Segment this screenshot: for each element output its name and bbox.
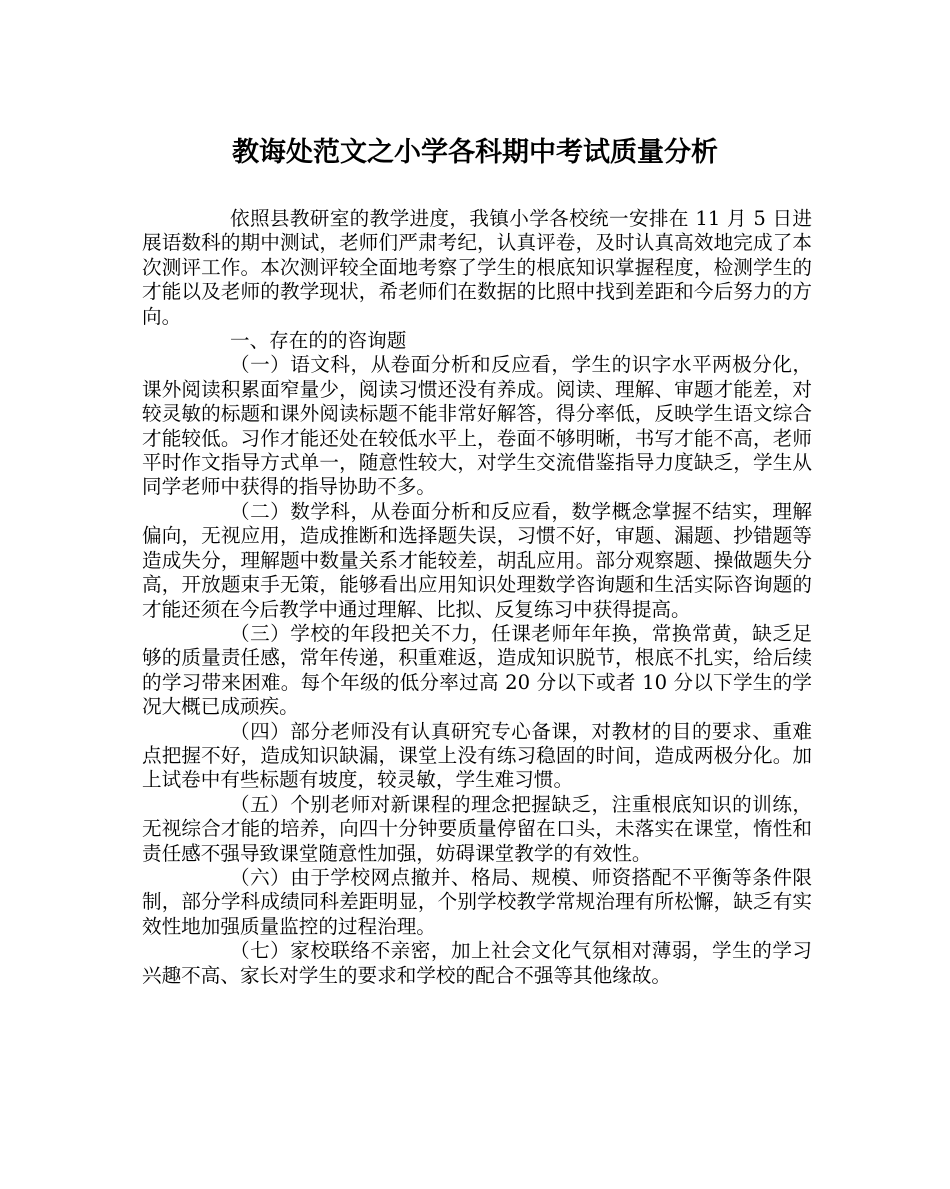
document-title: 教诲处范文之小学各科期中考试质量分析 (232, 137, 718, 168)
paragraph-item-1: （一）语文科，从卷面分析和反应看，学生的识字水平两极分化，课外阅读积累面窄量少，阅读习惯还没有养成。阅读、理解、审题才能差，对较灵敏的标题和课外阅读标题不能非常好解答，得分率低，反映学生语文综合才能较低。习作才能还处在较低水平上，卷面不够明晰，书写才能不高，老师平时作文指导方式单一，随意性较大，对学生交流借鉴指导力度缺乏，学生从同学老师中获得的指导协助不多。 (142, 353, 812, 499)
paragraph-item-6: （六）由于学校网点撤并、格局、规模、师资搭配不平衡等条件限制，部分学科成绩同科差距明显，个别学校教学常规治理有所松懈，缺乏有实效性地加强质量监控的过程治理。 (142, 865, 812, 938)
section-heading-problems: 一、存在的的咨询题 (230, 329, 407, 353)
paragraph-item-4: （四）部分老师没有认真研究专心备课，对教材的目的要求、重难点把握不好，造成知识缺漏，课堂上没有练习稳固的时间，造成两极分化。加上试卷中有些标题有坡度，较灵敏，学生难习惯。 (142, 719, 812, 792)
paragraph-intro: 依照县教研室的教学进度，我镇小学各校统一安排在 11 月 5 日进展语数科的期中测试，老师们严肃考纪，认真评卷，及时认真高效地完成了本次测评工作。本次测评较全面地考察了学生的根底知识掌握程度，检测学生的才能以及老师的教学现状，希老师们在数据的比照中找到差距和今后努力的方向。 (142, 207, 812, 328)
paragraph-item-2: （二）数学科，从卷面分析和反应看，数学概念掌握不结实，理解偏向，无视应用，造成推断和选择题失误，习惯不好，审题、漏题、抄错题等造成失分，理解题中数量关系才能较差，胡乱应用。部分观察题、操做题失分高，开放题束手无策，能够看出应用知识处理数学咨询题和生活实际咨询题的才能还须在今后教学中通过理解、比拟、反复练习中获得提高。 (142, 499, 812, 621)
document-body (142, 207, 812, 988)
paragraph-item-7: （七）家校联络不亲密，加上社会文化气氛相对薄弱，学生的学习兴趣不高、家长对学生的要求和学校的配合不强等其他缘故。 (142, 939, 812, 987)
paragraph-item-3: （三）学校的年段把关不力，任课老师年年换，常换常黄，缺乏足够的质量责任感，常年传递，积重难返，造成知识脱节，根底不扎实，给后续的学习带来困难。每个年级的低分率过高 20 分以下或者 10 分以下学生的学况大概已成顽疾。 (142, 621, 812, 719)
paragraph-item-5: （五）个别老师对新课程的理念把握缺乏，注重根底知识的训练，无视综合才能的培养，向四十分钟要质量停留在口头，未落实在课堂，惰性和责任感不强导致课堂随意性加强，妨碍课堂教学的有效性。 (142, 792, 812, 865)
